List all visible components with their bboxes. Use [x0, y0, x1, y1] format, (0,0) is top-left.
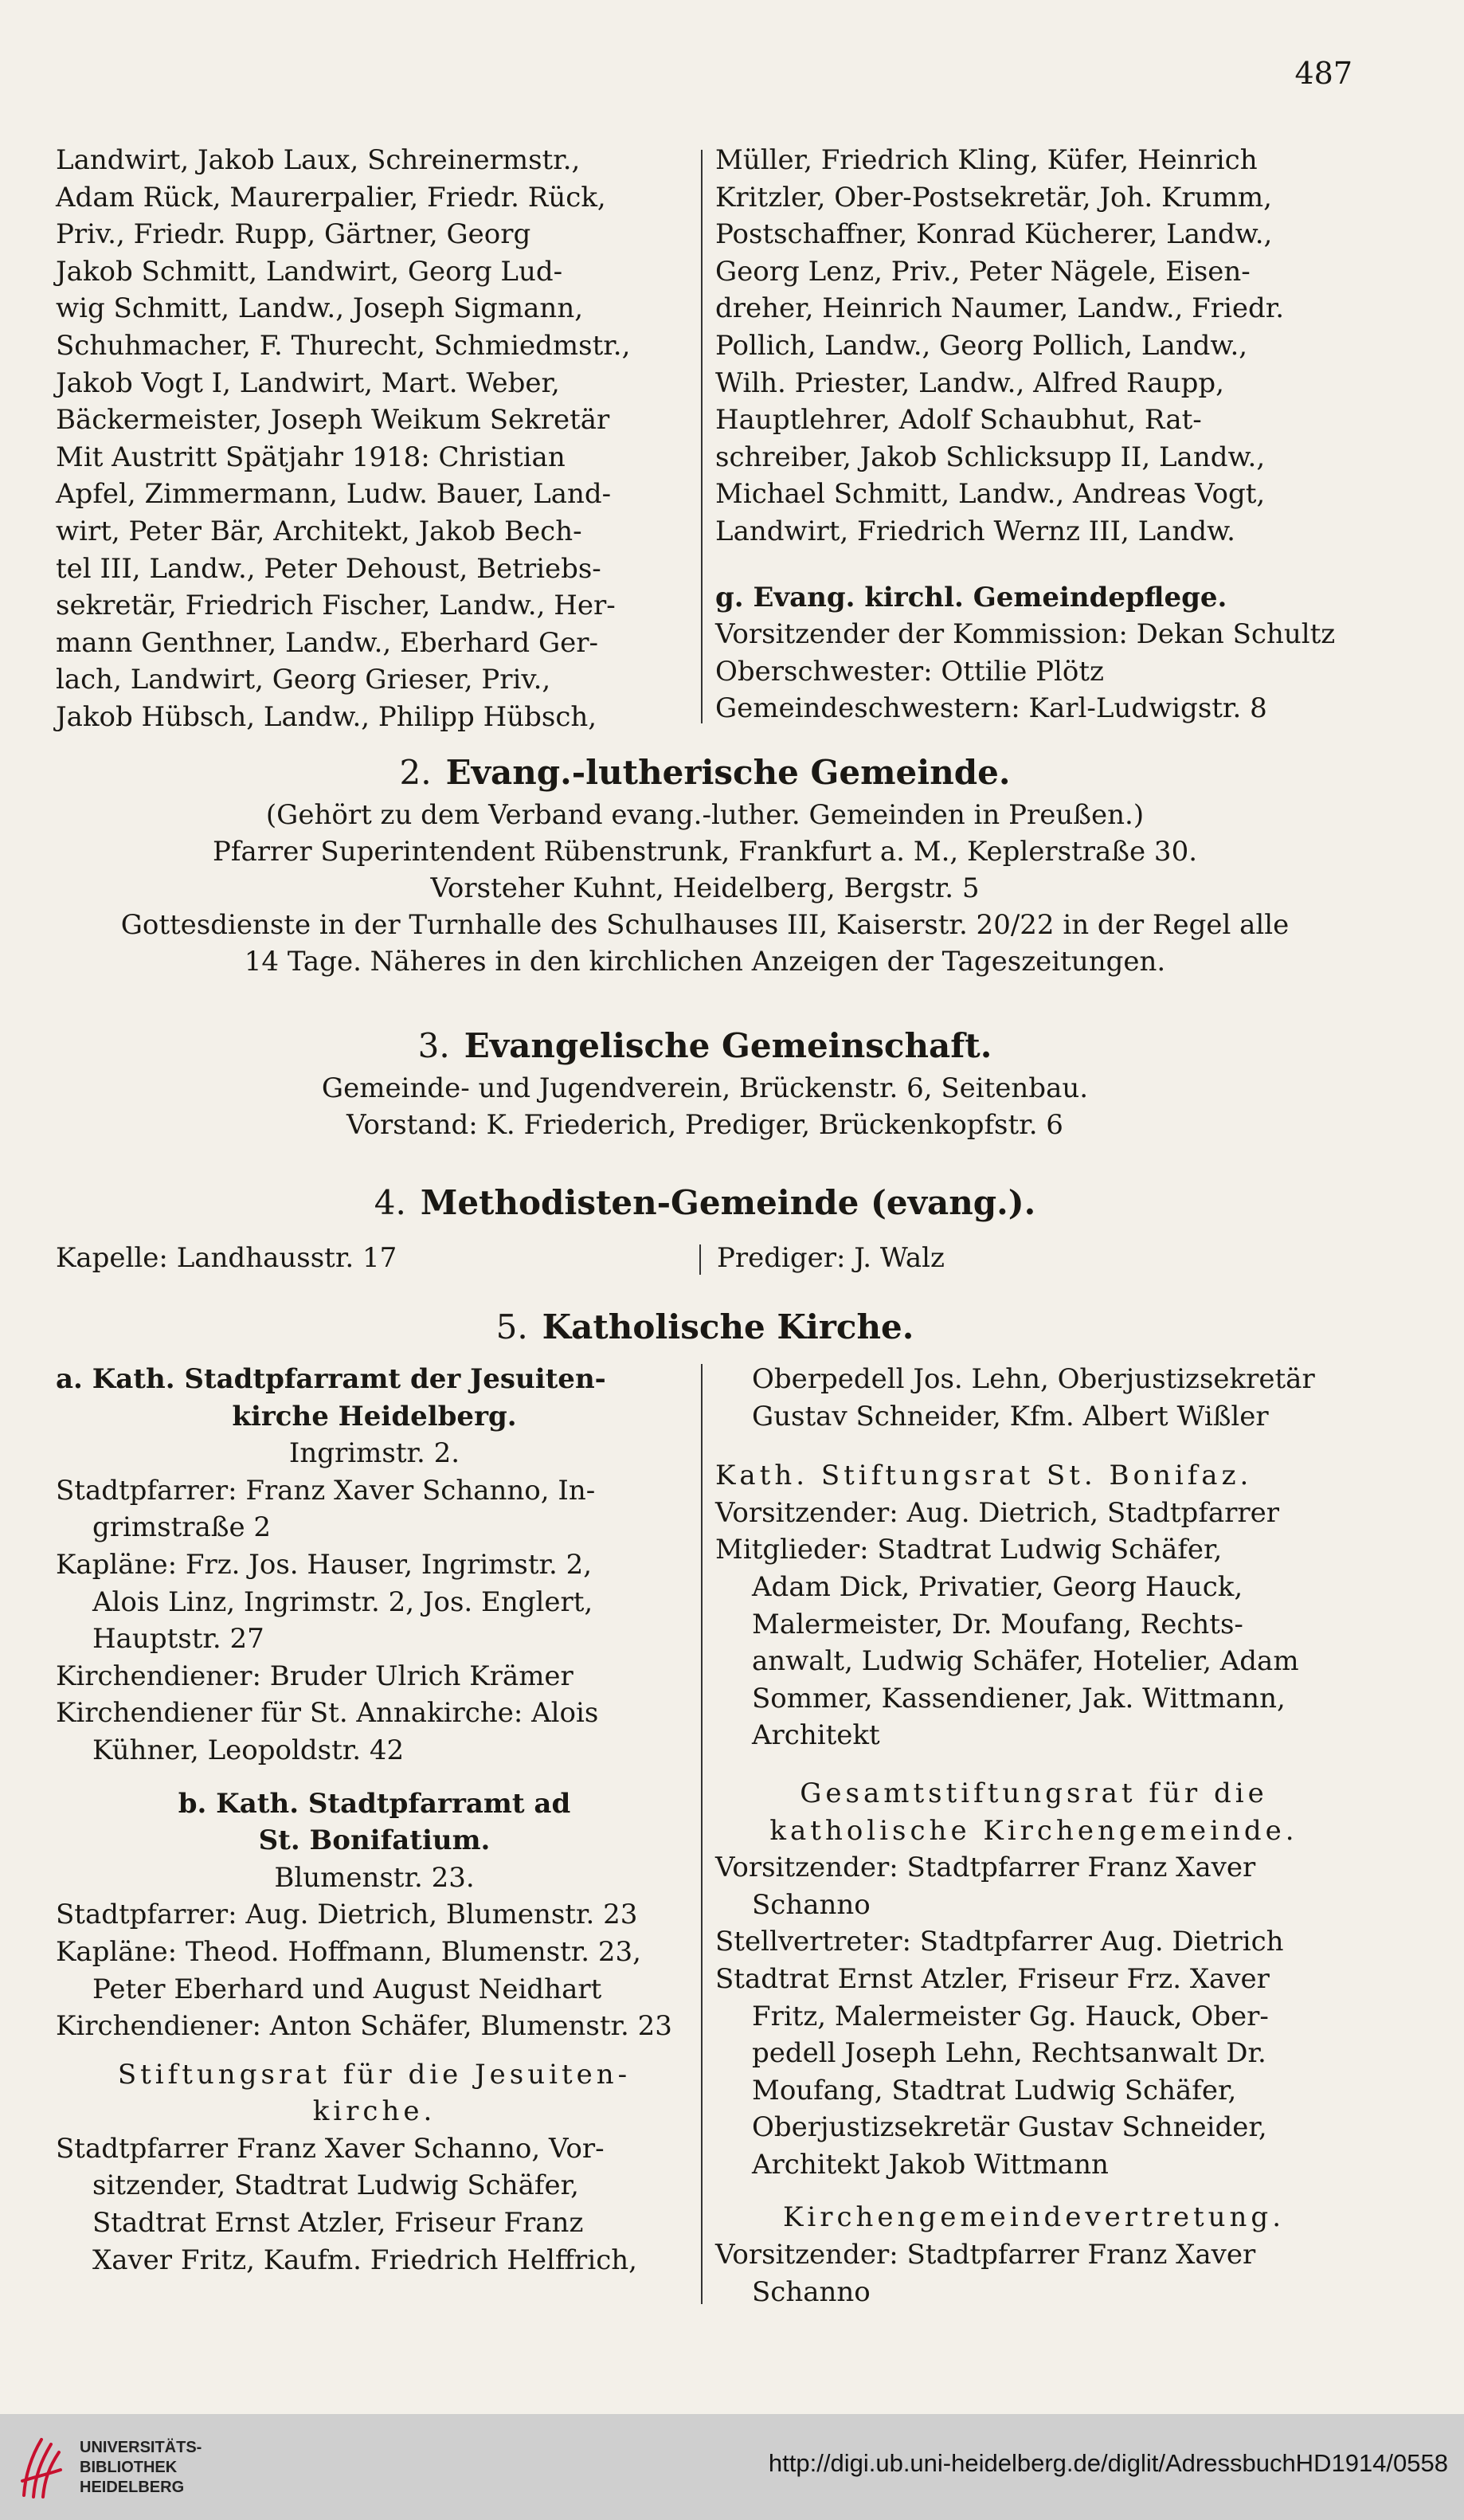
text-line: Stadtpfarrer: Aug. Dietrich, Blumenstr. 23 [56, 1899, 638, 1931]
preacher: Prediger: J. Walz [717, 1242, 945, 1274]
text-line: Pollich, Landw., Georg Pollich, Landw., [715, 329, 1248, 362]
text-line: sitzender, Stadtrat Ludwig Schäfer, [92, 2169, 579, 2202]
text-line: 14 Tage. Näheres in den kirchlichen Anzeigen der Tageszeitungen. [244, 946, 1166, 978]
text-line: Mit Austritt Spätjahr 1918: Christian [56, 441, 566, 473]
text-line: Vorsitzender der Kommission: Dekan Schultz [715, 618, 1336, 651]
text-line: pedell Joseph Lehn, Rechtsanwalt Dr. [752, 2037, 1266, 2070]
text-line: Hauptlehrer, Adolf Schaubhut, Rat- [715, 404, 1202, 437]
text-line: Kirchendiener: Bruder Ulrich Krämer [56, 1660, 573, 1692]
text-line: Peter Eberhard und August Neidhart [92, 1973, 602, 2005]
subsection-heading: St. Bonifatium. [258, 1824, 491, 1857]
section-title [48, 1179, 1362, 1227]
text-line: Stellvertreter: Stadtpfarrer Aug. Dietrich [715, 1926, 1284, 1958]
subsection-heading: Kirchengemeindevertretung. [782, 2201, 1286, 2234]
text-line: Sommer, Kassendiener, Jak. Wittmann, [752, 1682, 1286, 1715]
subsection-heading: Gesamtstiftungsrat für die [800, 1777, 1268, 1809]
section-number: 3. [417, 1026, 450, 1065]
text-line: Adam Rück, Maurerpalier, Friedr. Rück, [56, 181, 606, 214]
subsection-heading: kirche. [312, 2095, 436, 2128]
subsection-heading: kirche Heidelberg. [232, 1400, 517, 1432]
text-line: Wilh. Priester, Landw., Alfred Raupp, [715, 366, 1224, 399]
subsection-heading: b. Kath. Stadtpfarramt ad [178, 1787, 571, 1820]
logo-line: UNIVERSITÄTS- [80, 2439, 202, 2456]
catholic-left-column [56, 1361, 693, 2279]
text-line: Gemeindeschwestern: Karl-Ludwigstr. 8 [715, 692, 1267, 725]
library-logo-icon [18, 2433, 64, 2500]
text-line: Apfel, Zimmermann, Ludw. Bauer, Land- [56, 478, 612, 511]
section-title-text: Evang.-lutherische Gemeinde. [445, 753, 1011, 792]
text-line: Jakob Hübsch, Landw., Philipp Hübsch, [56, 700, 597, 733]
section-number: 2. [399, 753, 432, 792]
text-line: Postschaffner, Konrad Kücherer, Landw., [715, 218, 1273, 251]
section-4 [48, 1179, 1362, 1227]
text-line: Stadtpfarrer Franz Xaver Schanno, Vor- [56, 2132, 605, 2165]
text-line: Stadtpfarrer: Franz Xaver Schanno, In- [56, 1474, 596, 1507]
text-line: Oberjustizsekretär Gustav Schneider, [752, 2111, 1267, 2144]
section-title [48, 1303, 1362, 1351]
text-line: Mitglieder: Stadtrat Ludwig Schäfer, [715, 1534, 1223, 1566]
text-line: Kirchendiener: Anton Schäfer, Blumenstr. 23 [56, 2010, 672, 2043]
footer-bar [0, 2414, 1464, 2520]
text-line: Adam Dick, Privatier, Georg Hauck, [752, 1570, 1243, 1603]
text-line: Oberpedell Jos. Lehn, Oberjustizsekretär [752, 1363, 1315, 1395]
text-line: Jakob Vogt I, Landwirt, Mart. Weber, [56, 366, 560, 399]
section-number: 4. [374, 1183, 406, 1222]
text-line: Kapläne: Theod. Hoffmann, Blumenstr. 23, [56, 1935, 641, 1968]
subsection-heading: katholische Kirchengemeinde. [769, 1814, 1298, 1847]
subsection-heading: Kath. Stiftungsrat St. Bonifaz. [715, 1460, 1253, 1492]
top-left-column [56, 142, 693, 736]
text-line: Priv., Friedr. Rupp, Gärtner, Georg [56, 218, 531, 251]
text-line: Kirchendiener für St. Annakirche: Alois [56, 1697, 599, 1730]
column-divider [701, 1364, 703, 2304]
section-title-text: Katholische Kirche. [542, 1307, 914, 1346]
subsection-heading: g. Evang. kirchl. Gemeindepflege. [715, 581, 1227, 613]
text-line: Stadtrat Ernst Atzler, Friseur Franz [92, 2207, 584, 2240]
text-line: Vorsitzender: Aug. Dietrich, Stadtpfarrer [715, 1496, 1280, 1529]
text-line: Moufang, Stadtrat Ludwig Schäfer, [752, 2074, 1237, 2107]
text-line: Landwirt, Friedrich Wernz III, Landw. [715, 515, 1235, 547]
section-title [48, 749, 1362, 797]
text-line: Pfarrer Superintendent Rübenstrunk, Frankfurt a. M., Keplerstraße 30. [212, 836, 1198, 868]
text-line: Vorstand: K. Friederich, Prediger, Brückenkopfstr. 6 [346, 1109, 1063, 1141]
text-line: Architekt [752, 1719, 880, 1752]
text-line: grimstraße 2 [92, 1511, 272, 1544]
text-line: Xaver Fritz, Kaufm. Friedrich Helffrich, [92, 2244, 637, 2276]
top-right-column [715, 142, 1352, 727]
text-line: mann Genthner, Landw., Eberhard Ger- [56, 626, 598, 659]
subsection-heading: a. Kath. Stadtpfarramt der Jesuiten- [56, 1363, 606, 1395]
text-line: Kühner, Leopoldstr. 42 [92, 1734, 405, 1766]
logo-line: HEIDELBERG [80, 2479, 185, 2496]
section-title-text: Evangelische Gemeinschaft. [464, 1026, 992, 1065]
text-line: Vorsitzender: Stadtpfarrer Franz Xaver [715, 1852, 1256, 1884]
text-line: Schanno [752, 2275, 871, 2308]
text-line: Kritzler, Ober-Postsekretär, Joh. Krumm, [715, 181, 1272, 214]
text-line: tel III, Landw., Peter Dehoust, Betriebs- [56, 552, 601, 585]
text-line: Kapläne: Frz. Jos. Hauser, Ingrimstr. 2, [56, 1548, 593, 1581]
text-line: Gustav Schneider, Kfm. Albert Wißler [752, 1400, 1269, 1432]
text-line: schreiber, Jakob Schlicksupp II, Landw., [715, 441, 1266, 473]
text-line: Bäckermeister, Joseph Weikum Sekretär [56, 404, 610, 437]
text-line: Georg Lenz, Priv., Peter Nägele, Eisen- [715, 255, 1251, 288]
text-line: Jakob Schmitt, Landwirt, Georg Lud- [56, 255, 563, 288]
text-line: wirt, Peter Bär, Architekt, Jakob Bech- [56, 515, 582, 547]
text-line: Fritz, Malermeister Gg. Hauck, Ober- [752, 2000, 1269, 2032]
subsection-heading: Stiftungsrat für die Jesuiten- [117, 2058, 632, 2091]
text-line: dreher, Heinrich Naumer, Landw., Friedr. [715, 292, 1285, 325]
page-number: 487 [1294, 56, 1352, 91]
text-line: sekretär, Friedrich Fischer, Landw., Her- [56, 590, 616, 622]
section-number: 5. [495, 1307, 528, 1346]
section-5 [48, 1303, 1362, 1351]
column-divider [701, 150, 703, 723]
text-line: wig Schmitt, Landw., Joseph Sigmann, [56, 292, 584, 325]
text-line: Schuhmacher, F. Thurecht, Schmiedmstr., [56, 329, 631, 362]
logo-line: BIBLIOTHEK [80, 2459, 178, 2476]
text-line: Vorsitzender: Stadtpfarrer Franz Xaver [715, 2239, 1256, 2271]
text-line: anwalt, Ludwig Schäfer, Hotelier, Adam [752, 1645, 1299, 1678]
catholic-right-column [715, 1361, 1352, 2310]
text-line: Schanno [752, 1888, 871, 1921]
column-divider [699, 1244, 701, 1275]
section-title-text: Methodisten-Gemeinde (evang.). [420, 1183, 1036, 1222]
text-line: Malermeister, Dr. Moufang, Rechts- [752, 1608, 1243, 1640]
text-line: Architekt Jakob Wittmann [752, 2148, 1109, 2181]
text-line: Stadtrat Ernst Atzler, Friseur Frz. Xaver [715, 1962, 1270, 1995]
text-line: (Gehört zu dem Verband evang.-luther. Gemeinden in Preußen.) [265, 799, 1145, 831]
section-title [48, 1022, 1362, 1070]
address: Ingrimstr. 2. [288, 1437, 460, 1470]
text-line: lach, Landwirt, Georg Grieser, Priv., [56, 664, 551, 696]
text-line: Gemeinde- und Jugendverein, Brückenstr. 6, Seitenbau. [321, 1072, 1089, 1104]
text-line: Vorsteher Kuhnt, Heidelberg, Bergstr. 5 [430, 872, 980, 904]
text-line: Gottesdienste in der Turnhalle des Schulhauses III, Kaiserstr. 20/22 in der Regel alle [120, 909, 1290, 941]
section-3 [48, 1022, 1362, 1143]
text-line: Oberschwester: Ottilie Plötz [715, 655, 1104, 688]
text-line: Müller, Friedrich Kling, Küfer, Heinrich [715, 144, 1258, 176]
chapel-address: Kapelle: Landhausstr. 17 [56, 1242, 397, 1274]
text-line: Landwirt, Jakob Laux, Schreinermstr., [56, 144, 581, 176]
address: Blumenstr. 23. [274, 1861, 475, 1894]
text-line: Michael Schmitt, Landw., Andreas Vogt, [715, 478, 1266, 511]
library-logo-text [80, 2438, 202, 2498]
text-line: Alois Linz, Ingrimstr. 2, Jos. Englert, [92, 1585, 593, 1618]
text-line: Hauptstr. 27 [92, 1623, 264, 1656]
section-2 [48, 749, 1362, 980]
source-url-link[interactable]: http://digi.ub.uni-heidelberg.de/diglit/AdressbuchHD1914/0558 [768, 2449, 1448, 2477]
